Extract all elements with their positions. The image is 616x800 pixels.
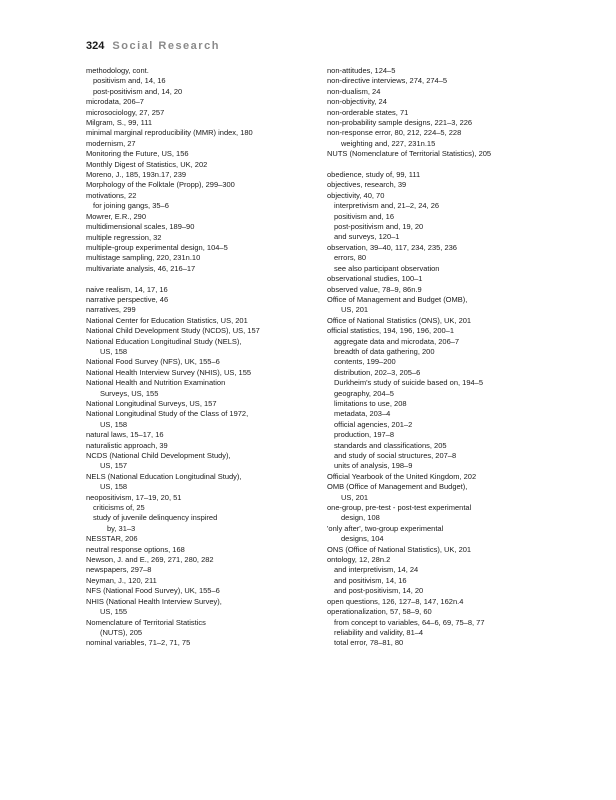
index-entry: non-objectivity, 24 (327, 97, 387, 107)
index-subentry: positivism and, 14, 16 (93, 76, 166, 86)
index-subentry: Durkheim's study of suicide based on, 194–5 (334, 378, 484, 388)
index-entry: neopositivism, 17–19, 20, 51 (86, 492, 182, 502)
index-subentry: US, 157 (100, 461, 128, 471)
index-subentry: US, 155 (100, 607, 128, 617)
section-gap (327, 160, 577, 170)
index-entry: Official Yearbook of the United Kingdom, 202 (327, 471, 477, 481)
index-entry: ontology, 12, 28n.2 (327, 555, 391, 565)
index-entry: multistage sampling, 220, 231n.10 (86, 253, 201, 263)
index-entry: narratives, 299 (86, 305, 136, 315)
index-entry: non-response error, 80, 212, 224–5, 228 (327, 128, 462, 138)
index-entry: Morphology of the Folktale (Propp), 299–300 (86, 180, 235, 190)
index-entry: National Food Survey (NFS), UK, 155–6 (86, 357, 220, 367)
index-subentry: designs, 104 (341, 534, 384, 544)
running-title: Social Research (112, 40, 220, 52)
index-entry: Office of National Statistics (ONS), UK, 201 (327, 315, 472, 325)
index-entry: modernism, 27 (86, 138, 136, 148)
index-entry: Monthly Digest of Statistics, UK, 202 (86, 159, 208, 169)
index-subentry: US, 158 (100, 419, 128, 429)
index-entry: observational studies, 100–1 (327, 274, 423, 284)
index-subentry: total error, 78–81, 80 (334, 638, 404, 648)
index-subentry: and study of social structures, 207–8 (334, 451, 457, 461)
index-entry: methodology, cont. (86, 66, 149, 75)
index-subentry: and surveys, 120–1 (334, 232, 400, 242)
index-entry: NFS (National Food Survey), UK, 155–6 (86, 586, 220, 596)
index-entry: Monitoring the Future, US, 156 (86, 149, 189, 159)
index-entry: narrative perspective, 46 (86, 294, 169, 304)
section-gap (86, 274, 336, 284)
index-column-left (86, 66, 336, 649)
index-entry: Neyman, J., 120, 211 (86, 575, 157, 585)
index-entry: Milgram, S., 99, 111 (86, 118, 152, 128)
index-subentry: (NUTS), 205 (100, 627, 143, 637)
index-entry: NESSTAR, 206 (86, 534, 138, 544)
index-subentry: standards and classifications, 205 (334, 440, 447, 450)
index-entry: 'only after', two-group experimental (327, 523, 444, 533)
index-entry: NHIS (National Health Interview Survey), (86, 596, 222, 606)
index-subentry: metadata, 203–4 (334, 409, 391, 419)
index-subentry: study of juvenile delinquency inspired (93, 513, 218, 523)
index-entry: official statistics, 194, 196, 196, 200–1 (327, 326, 455, 336)
index-subentry: US, 201 (341, 492, 369, 502)
index-entry: microsociology, 27, 257 (86, 107, 165, 117)
index-subentry: official agencies, 201–2 (334, 419, 413, 429)
index-entry: neutral response options, 168 (86, 544, 185, 554)
index-entry: nominal variables, 71–2, 71, 75 (86, 638, 191, 648)
index-entry: Moreno, J., 185, 193n.17, 239 (86, 170, 187, 180)
index-subentry: reliability and validity, 81–4 (334, 627, 424, 637)
index-entry: multivariate analysis, 46, 216–17 (86, 263, 196, 273)
index-entry: National Longitudinal Study of the Class of 1972, (86, 409, 249, 419)
index-subentry: weighting and, 227, 231n.15 (341, 138, 436, 148)
index-entry: naturalistic approach, 39 (86, 440, 168, 450)
index-entry: National Health Interview Survey (NHIS), US, 155 (86, 367, 252, 377)
index-entry: operationalization, 57, 58–9, 60 (327, 607, 432, 617)
index-entry: open questions, 126, 127–8, 147, 162n.4 (327, 596, 464, 606)
index-subentry: errors, 80 (334, 253, 367, 263)
index-column-right (327, 66, 577, 649)
index-entry: Newson, J. and E., 269, 271, 280, 282 (86, 555, 214, 565)
index-subentry: production, 197–8 (334, 430, 395, 440)
index-entry: non-orderable states, 71 (327, 107, 409, 117)
index-entry: obedience, study of, 99, 111 (327, 170, 421, 180)
index-entry: observation, 39–40, 117, 234, 235, 236 (327, 242, 457, 252)
index-subentry: Surveys, US, 155 (100, 388, 159, 398)
index-subentry: US, 158 (100, 482, 128, 492)
index-subentry: geography, 204–5 (334, 388, 394, 398)
index-subentry: units of analysis, 198–9 (334, 461, 413, 471)
index-entry: motivations, 22 (86, 190, 137, 200)
index-entry: National Education Longitudinal Study (NELS), (86, 336, 242, 346)
index-subentry: for joining gangs, 35–6 (93, 201, 169, 211)
index-entry: one-group, pre-test - post-test experimental (327, 503, 472, 513)
index-entry: NELS (National Education Longitudinal Study), (86, 471, 242, 481)
index-entry: non-dualism, 24 (327, 86, 381, 96)
index-entry: non-probability sample designs, 221–3, 226 (327, 118, 473, 128)
index-entry: OMB (Office of Management and Budget), (327, 482, 468, 492)
index-subentry: US, 201 (341, 305, 369, 315)
index-entry: multiple regression, 32 (86, 232, 162, 242)
index-entry: newspapers, 297–8 (86, 565, 152, 575)
index-entry: National Child Development Study (NCDS), US, 157 (86, 326, 260, 336)
index-entry: non-attitudes, 124–5 (327, 66, 396, 75)
index-entry: minimal marginal reproducibility (MMR) index, 180 (86, 128, 253, 138)
index-entry: Mowrer, E.R., 290 (86, 211, 147, 221)
index-entry: National Health and Nutrition Examination (86, 378, 226, 388)
index-entry: natural laws, 15–17, 16 (86, 430, 164, 440)
index-subentry: US, 158 (100, 346, 128, 356)
index-entry: objectives, research, 39 (327, 180, 407, 190)
index-entry: National Longitudinal Surveys, US, 157 (86, 398, 217, 408)
index-entry: naive realism, 14, 17, 16 (86, 284, 168, 294)
index-entry: National Center for Education Statistics, US, 201 (86, 315, 248, 325)
index-subentry: post-positivism and, 19, 20 (334, 222, 424, 232)
index-subentry: and interpretivism, 14, 24 (334, 565, 419, 575)
index-entry: non-directive interviews, 274, 274–5 (327, 76, 448, 86)
index-subentry: aggregate data and microdata, 206–7 (334, 336, 460, 346)
index-entry: NUTS (Nomenclature of Territorial Statistics), 205 (327, 149, 492, 159)
index-entry: ONS (Office of National Statistics), UK, 201 (327, 544, 472, 554)
index-subentry: and post-positivism, 14, 20 (334, 586, 424, 596)
index-subentry: and positivism, 14, 16 (334, 575, 407, 585)
page-header (86, 40, 220, 52)
index-entry: Nomenclature of Territorial Statistics (86, 617, 206, 627)
index-subentry: breadth of data gathering, 200 (334, 346, 435, 356)
index-subentry: limitations to use, 208 (334, 398, 407, 408)
index-entry: multidimensional scales, 189–90 (86, 222, 195, 232)
index-subentry: criticisms of, 25 (93, 503, 145, 513)
index-entry: objectivity, 40, 70 (327, 190, 385, 200)
index-subentry: from concept to variables, 64–6, 69, 75–8, 77 (334, 617, 485, 627)
index-subentry: by, 31–3 (107, 523, 136, 533)
index-subentry: design, 108 (341, 513, 380, 523)
index-subentry: post-positivism and, 14, 20 (93, 86, 183, 96)
index-entry: multiple-group experimental design, 104–5 (86, 242, 228, 252)
index-entry: Office of Management and Budget (OMB), (327, 294, 468, 304)
index-subentry: positivism and, 16 (334, 211, 395, 221)
index-entry: NCDS (National Child Development Study), (86, 451, 231, 461)
page-number: 324 (86, 40, 105, 52)
index-subentry: interpretivism and, 21–2, 24, 26 (334, 201, 440, 211)
index-subentry: contents, 199–200 (334, 357, 396, 367)
index-subentry: see also participant observation (334, 263, 440, 273)
index-subentry: distribution, 202–3, 205–6 (334, 367, 421, 377)
index-entry: observed value, 78–9, 86n.9 (327, 284, 422, 294)
index-entry: microdata, 206–7 (86, 97, 144, 107)
